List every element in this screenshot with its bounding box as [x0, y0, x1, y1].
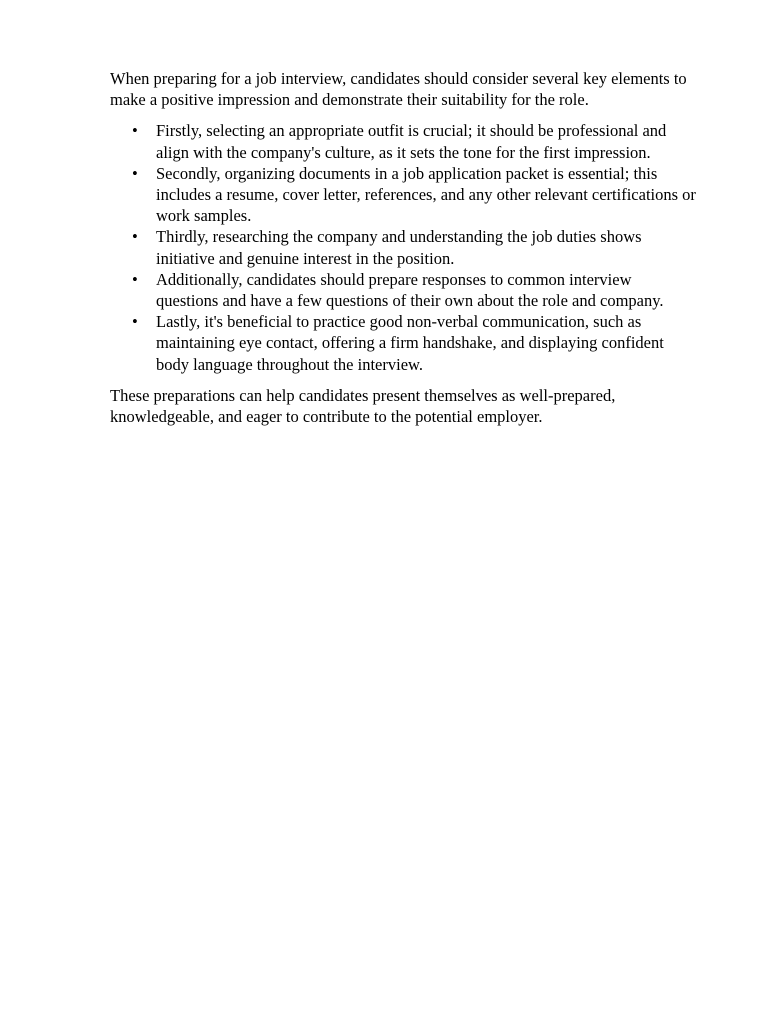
bullet-icon: •: [132, 121, 138, 141]
list-item-text: Thirdly, researching the company and understanding the job duties shows initiative and genuine interest in the position.: [156, 227, 642, 268]
list-item-text: Secondly, organizing documents in a job application packet is essential; this includes a resume, cover letter, references, and any other relevant certifications or work samples.: [156, 163, 696, 226]
list-item: [110, 120, 696, 162]
conclusion-paragraph: These preparations can help candidates present themselves as well-prepared, knowledgeable, and eager to contribute to the potential employer.: [110, 385, 616, 427]
bullet-icon: •: [132, 269, 138, 289]
list-item-text: Additionally, candidates should prepare responses to common interview questions and have a few questions of their own about the role and company.: [156, 269, 664, 311]
list-item: [110, 163, 696, 227]
bullet-icon: •: [132, 312, 138, 332]
list-item: [110, 269, 696, 311]
intro-paragraph: When preparing for a job interview, candidates should consider several key elements to make a positive impression and demonstrate their suitability for the role.: [110, 69, 687, 110]
list-item-text: Firstly, selecting an appropriate outfit is crucial; it should be professional and align with the company's culture, as it sets the tone for the first impression.: [156, 121, 667, 162]
list-item: [110, 226, 696, 268]
document-body: [110, 68, 696, 427]
list-item-text: Lastly, it's beneficial to practice good non-verbal communication, such as maintaining eye contact, offering a firm handshake, and displaying confident body language throughout the interview.: [156, 312, 664, 374]
bullet-list: [110, 120, 696, 374]
bullet-icon: •: [132, 227, 138, 247]
bullet-icon: •: [132, 163, 138, 183]
list-item: [110, 311, 696, 375]
